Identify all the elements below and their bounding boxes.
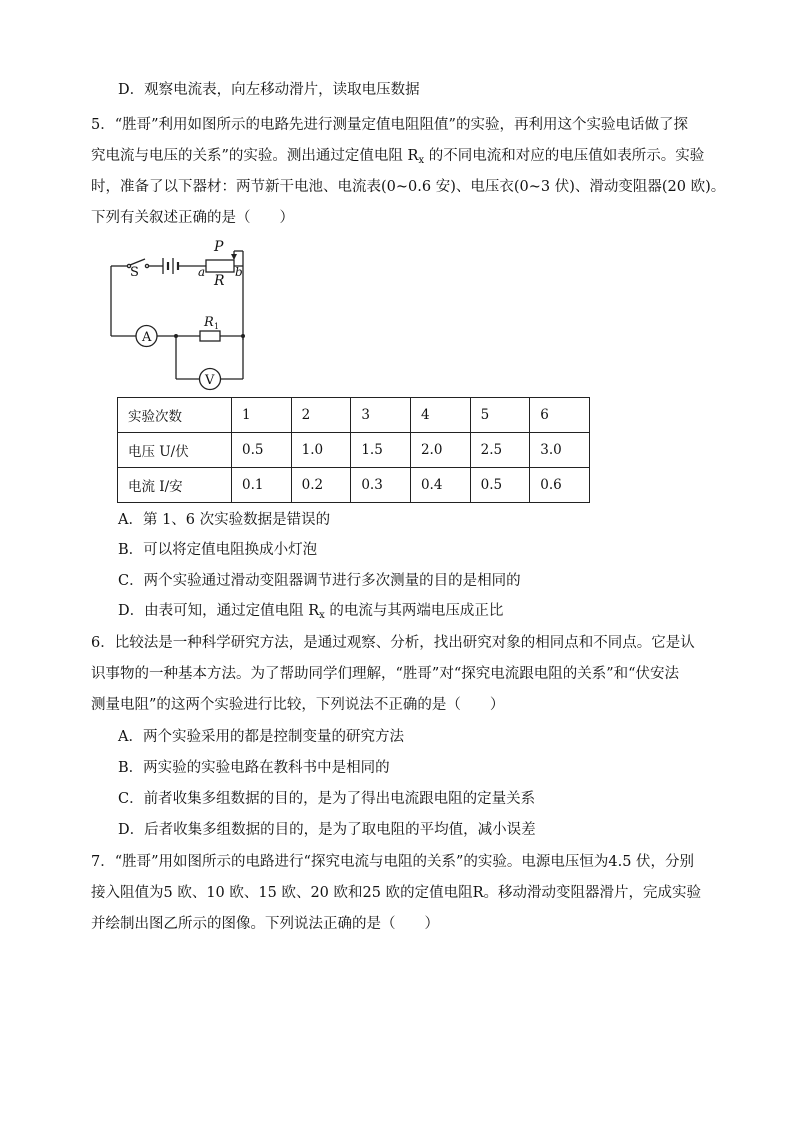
table-cell: 1.0: [291, 433, 351, 468]
table-row: [118, 468, 590, 503]
q6-line-1: 6．比较法是一种科学研究方法，是通过观察、分析，找出研究对象的相同点和不同点。它是认: [91, 635, 695, 651]
table-cell: 0.5: [470, 468, 530, 503]
table-cell: 0.1: [232, 468, 292, 503]
table-cell: 3.0: [530, 433, 590, 468]
table-cell: 0.5: [232, 433, 292, 468]
table-cell: 4: [410, 398, 470, 433]
table-cell: 0.2: [291, 468, 351, 503]
switch-label: S: [130, 265, 139, 280]
slider-arrow-icon: [231, 254, 237, 260]
table-cell: 5: [470, 398, 530, 433]
q6-option-b: B．两实验的实验电路在教科书中是相同的: [118, 760, 390, 776]
resistor-label: R: [204, 315, 214, 330]
table-cell: 1: [232, 398, 292, 433]
voltmeter-label: V: [205, 373, 215, 388]
prev-option-d: D．观察电流表，向左移动滑片，读取电压数据: [118, 82, 420, 98]
table-cell: 2.0: [410, 433, 470, 468]
q6-option-c: C．前者收集多组数据的目的，是为了得出电流跟电阻的定量关系: [118, 791, 536, 807]
q7-line-3: 并绘制出图乙所示的图像。下列说法正确的是（ ）: [91, 916, 439, 932]
end-b-label: b: [235, 265, 243, 279]
table-row: [118, 398, 590, 433]
q6-option-d: D．后者收集多组数据的目的，是为了取电阻的平均值，减小误差: [118, 822, 536, 838]
end-a-label: a: [198, 265, 206, 279]
rheostat-label: R: [214, 273, 225, 289]
q5-line-4: 下列有关叙述正确的是（ ）: [91, 210, 294, 226]
table-cell: 2: [291, 398, 351, 433]
q7-line-2: 接入阻值为5 欧、10 欧、15 欧、20 欧和25 欧的定值电阻R。移动滑动变阻器滑片，完成实验: [91, 885, 701, 901]
table-cell: 2.5: [470, 433, 530, 468]
resistor-subscript: 1: [214, 322, 220, 331]
ammeter-label: A: [142, 330, 152, 345]
table-cell: 实验次数: [118, 398, 232, 433]
table-cell: 电压 U/伏: [118, 433, 232, 468]
table-cell: 6: [530, 398, 590, 433]
q7-line-1: 7．“胜哥”用如图所示的电路进行“探究电流与电阻的关系”的实验。电源电压恒为4.5 伏，分别: [91, 854, 695, 870]
table-cell: 3: [351, 398, 411, 433]
q5-option-d: D．由表可知，通过定值电阻 $R_x$ 的电流与其两端电压成正比: [118, 603, 504, 621]
table-cell: 1.5: [351, 433, 411, 468]
q6-option-a: A．两个实验采用的都是控制变量的研究方法: [118, 729, 404, 745]
table-row: [118, 433, 590, 468]
slider-label: P: [214, 239, 224, 255]
q5-line-1: 5．“胜哥”利用如图所示的电路先进行测量定值电阻阻值”的实验，再利用这个实验电话做了探: [91, 117, 688, 133]
q6-line-3: 测量电阻”的这两个实验进行比较，下列说法不正确的是（ ）: [91, 697, 505, 713]
experiment-data-table: [117, 397, 590, 503]
table-cell: 0.4: [410, 468, 470, 503]
table-cell: 0.3: [351, 468, 411, 503]
q5-line-2: 究电流与电压的关系”的实验。测出通过定值电阻 $R_x$ 的不同电流和对应的电压值如表所示。实验: [91, 148, 705, 166]
q6-line-2: 识事物的一种基本方法。为了帮助同学们理解，“胜哥”对“探究电流跟电阻的关系”和“伏安法: [91, 666, 680, 682]
q5-line-3: 时，准备了以下器材：两节新干电池、电流表(0~0.6 安)、电压衣(0~3 伏)、滑动变阻器(20 欧)。: [91, 179, 726, 195]
q5-option-b: B．可以将定值电阻换成小灯泡: [118, 542, 318, 558]
table-cell: 0.6: [530, 468, 590, 503]
q5-option-c: C．两个实验通过滑动变阻器调节进行多次测量的目的是相同的: [118, 573, 521, 589]
q5-option-a: A．第 1、6 次实验数据是错误的: [118, 512, 331, 528]
table-cell: 电流 I/安: [118, 468, 232, 503]
circuit-diagram: [100, 236, 260, 396]
